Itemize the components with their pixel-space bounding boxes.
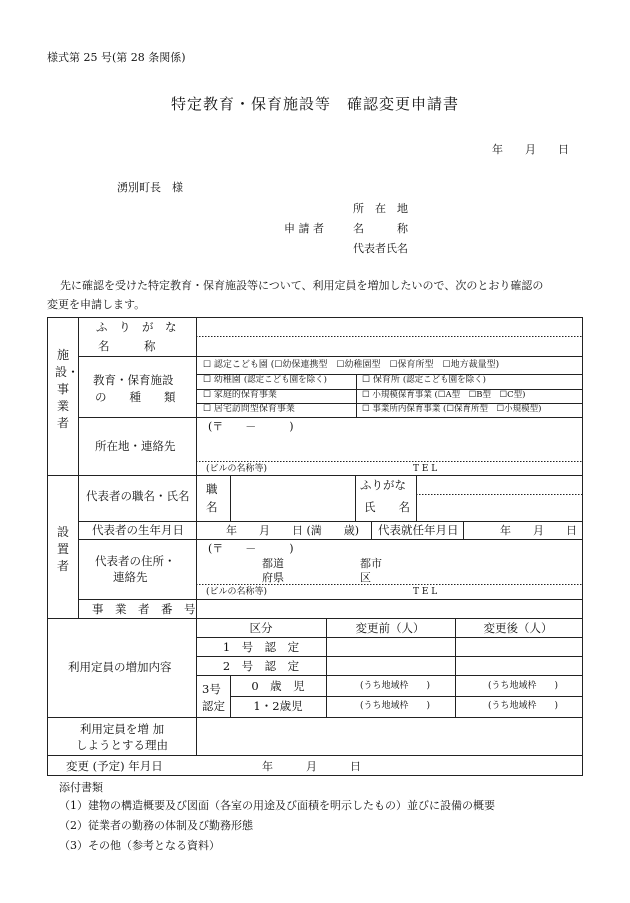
facility-building: (ビルの名称等): [206, 464, 268, 474]
type-yochien[interactable]: ☐ 幼稚園: [203, 375, 241, 385]
facility-type-label-1: 教育・保育施設: [93, 373, 174, 387]
facility-section-label: 施設・事業者: [55, 348, 80, 430]
addressee: 湧別町長 様: [117, 181, 183, 194]
furigana-label: ふ り が な: [96, 320, 177, 334]
capacity-section-label: 利用定員の増加内容: [68, 660, 172, 674]
attachment-item-1: （1）建物の構造概要及び図面（各室の用途及び面積を明示したもの）並びに設備の概要: [59, 799, 495, 812]
reason-label-1: 利用定員を増 加: [79, 722, 165, 736]
type-katei-hoiku[interactable]: ☐ 家庭的保育事業: [203, 390, 277, 400]
col-after: 変更後（人）: [483, 621, 553, 635]
type-hoikusho-note: (認定こども園を除く): [402, 375, 486, 385]
row-1go: 1 号 認 定: [222, 640, 300, 654]
founder-section-label: 設置者: [56, 525, 69, 573]
intro-line-1: 先に確認を受けた特定教育・保育施設等について、利用定員を増加したいので、次のとおり確認の: [60, 279, 544, 292]
form-number: 様式第 25 号(第 28 条関係): [47, 51, 186, 64]
local-quota-after-0: (うち地域枠 ): [487, 681, 559, 691]
row-3go-label-2: 認定: [202, 699, 225, 713]
rep-address-label-2: 連絡先: [113, 570, 148, 584]
shoku-label: 職: [206, 482, 218, 496]
furigana-label-2: ふりがな: [360, 478, 406, 492]
row-12sai: 1・2歳児: [253, 699, 303, 713]
type-hoikusho-cell: [362, 376, 486, 385]
facility-name-label: 名 称: [98, 339, 156, 353]
rep-building: (ビルの名称等): [206, 587, 268, 597]
col-before: 変更前（人）: [355, 621, 425, 635]
local-quota-after-12: (うち地域枠 ): [487, 701, 559, 711]
col-category: 区分: [249, 621, 273, 635]
mei-label: 名: [206, 500, 218, 514]
type-yochien-cell: [203, 376, 327, 385]
rep-postal: (〒 － ): [208, 542, 294, 555]
rep-tel: T E L: [413, 587, 438, 597]
fuken-label: 府県: [262, 571, 284, 584]
change-date-value: 年 月 日: [262, 760, 361, 773]
rep-address-label-1: 代表者の住所・: [95, 554, 176, 568]
type-yochien-note: (認定こども園を除く): [243, 375, 327, 385]
attachment-item-2: （2）従業者の勤務の体制及び勤務形態: [59, 819, 253, 832]
type-nintei-kodomoen[interactable]: ☐ 認定こども園 (☐幼保連携型 ☐幼稚園型 ☐保育所型 ☐地方裁量型): [203, 360, 500, 370]
facility-address-label: 所在地・連絡先: [95, 439, 176, 453]
applicant-label: 申 請 者: [284, 222, 324, 235]
row-2go: 2 号 認 定: [222, 659, 300, 673]
local-quota-before-12: (うち地域枠 ): [359, 701, 431, 711]
representative-label: 代表者氏名: [353, 242, 408, 255]
ku-label: 区: [360, 571, 371, 584]
row-0sai: 0 歳 児: [251, 679, 305, 693]
tenure-value: 年 月 日: [500, 524, 577, 537]
rep-title-label: 代表者の職名・氏名: [86, 489, 190, 503]
toshi-label: 都市: [360, 557, 382, 570]
shimei-label: 氏 名: [364, 500, 410, 514]
change-date-label: 変更 (予定) 年月日: [66, 759, 163, 773]
intro-line-2: 変更を申請します。: [47, 298, 146, 311]
type-hoikusho[interactable]: ☐ 保育所: [362, 375, 400, 385]
reason-label-2: しようとする理由: [76, 738, 168, 752]
business-number-label: 事 業 者 番 号: [92, 602, 196, 616]
facility-type-label-2: の 種 類: [95, 390, 176, 404]
local-quota-before-0: (うち地域枠 ): [359, 681, 431, 691]
page-title: 特定教育・保育施設等 確認変更申請書: [170, 95, 460, 113]
attachments-heading: 添付書類: [59, 781, 103, 794]
type-kyotaku-homon[interactable]: ☐ 居宅訪問型保育事業: [203, 404, 295, 414]
applicant-name-label: 名 称: [353, 222, 408, 235]
facility-postal: (〒 － ): [208, 420, 294, 433]
facility-tel: T E L: [413, 464, 438, 474]
row-3go-label-1: 3号: [202, 682, 221, 696]
applicant-address-label: 所 在 地: [353, 202, 408, 215]
type-jigyoshonai-hoiku[interactable]: ☐ 事業所内保育事業 (☐保育所型 ☐小規模型): [362, 404, 542, 414]
attachment-item-3: （3）その他（参考となる資料）: [59, 839, 220, 852]
todo-label: 都道: [262, 557, 284, 570]
birth-value: 年 月 日 (満 歳): [226, 524, 360, 537]
date-line: 年 月 日: [492, 143, 569, 156]
birth-label: 代表者の生年月日: [92, 523, 184, 537]
type-shokibo-hoiku[interactable]: ☐ 小規模保育事業 (☐A型 ☐B型 ☐C型): [362, 390, 526, 400]
tenure-label: 代表就任年月日: [378, 523, 459, 537]
